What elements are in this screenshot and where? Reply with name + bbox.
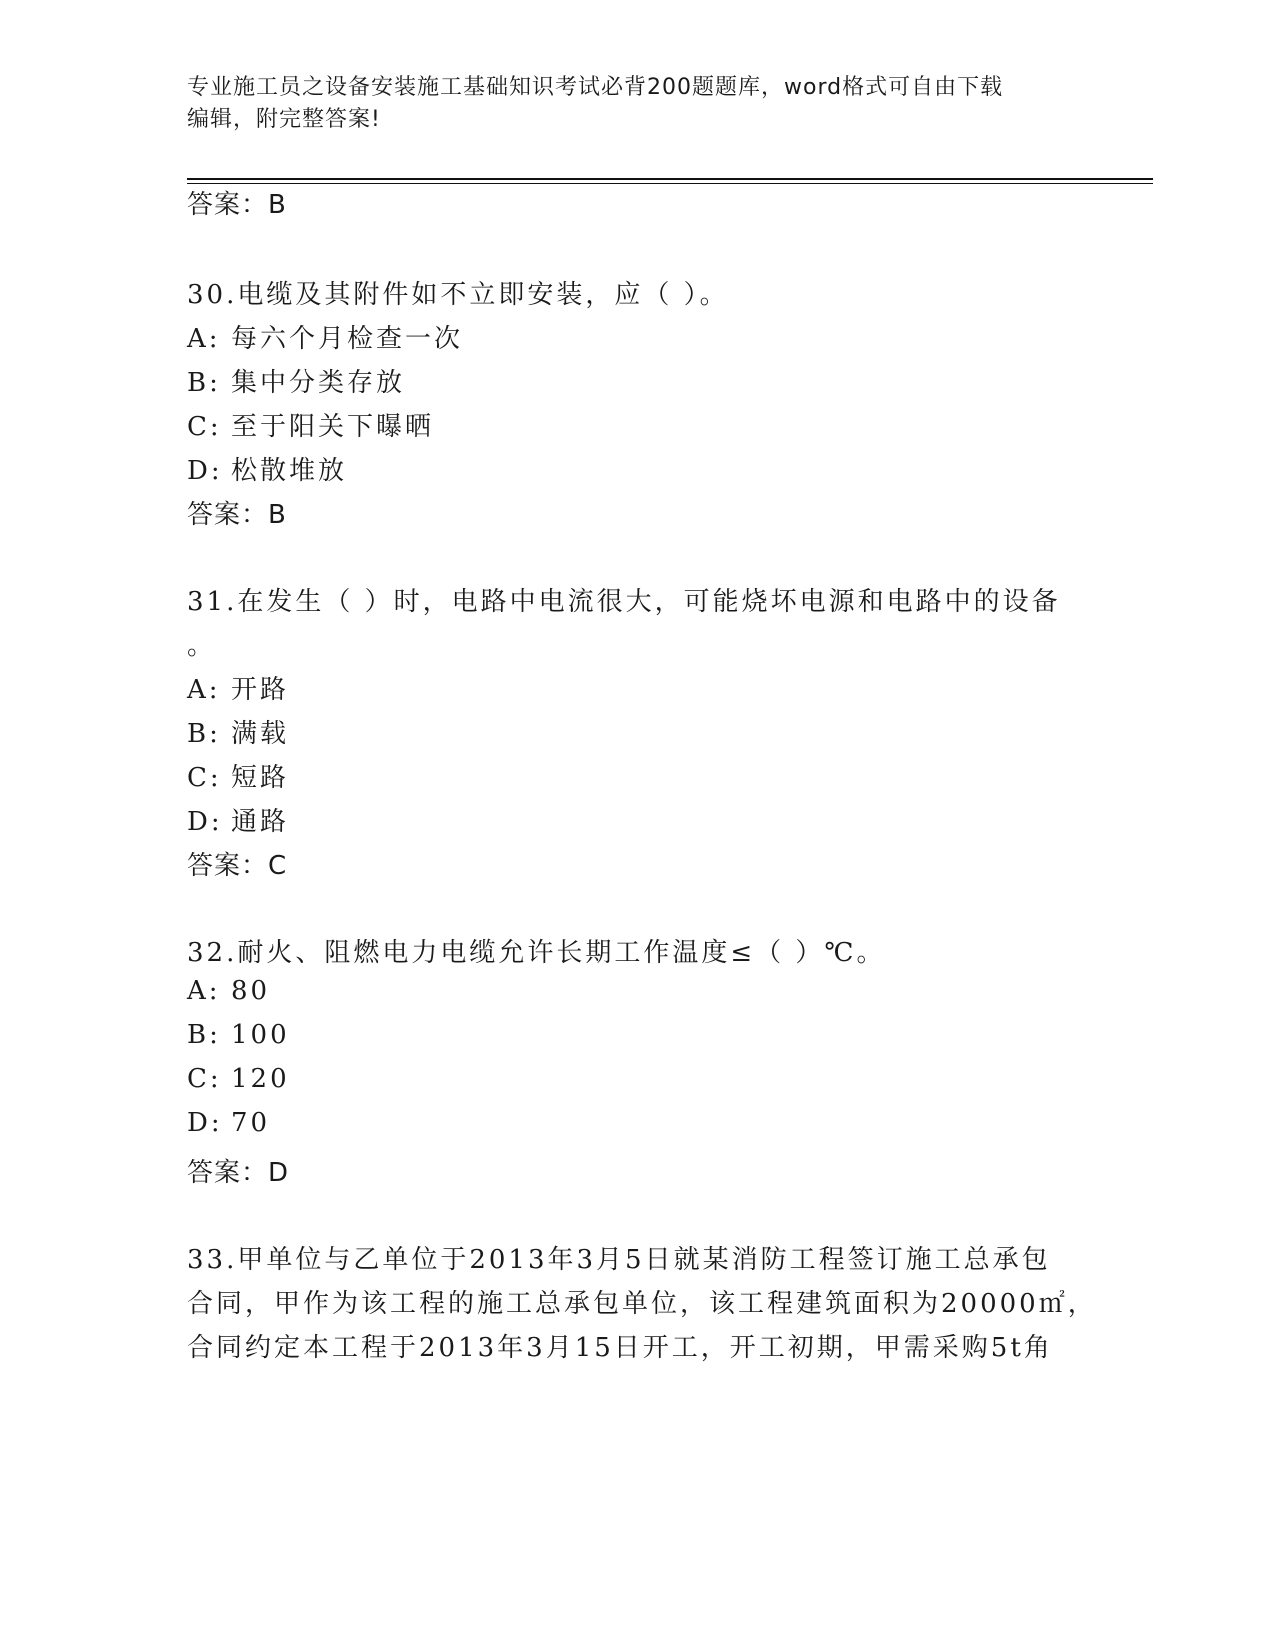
option-d	[187, 450, 347, 487]
header-divider-thin	[187, 183, 1153, 184]
question-stem-continued: 合同约定本工程于2013年3月15日开工，开工初期，甲需采购5t角	[187, 1333, 1053, 1363]
question-stem: 30.电缆及其附件如不立即安装，应（ ）。	[187, 280, 729, 310]
option-text: 至于阳关下曝晒	[231, 412, 435, 442]
option-letter: B:	[187, 719, 221, 749]
answer: 答案：B	[187, 500, 287, 530]
option-letter: D:	[187, 456, 223, 486]
option-c	[187, 1064, 290, 1094]
question-stem: 33.甲单位与乙单位于2013年3月5日就某消防工程签订施工总承包	[187, 1245, 1051, 1275]
previous-answer: 答案：B	[187, 190, 287, 220]
question-stem-continued: 合同，甲作为该工程的施工总承包单位，该工程建筑面积为20000㎡，	[187, 1289, 1097, 1319]
header-line-1: 专业施工员之设备安装施工基础知识考试必背200题题库，word格式可自由下载	[187, 75, 1004, 100]
option-letter: C:	[187, 412, 222, 442]
option-letter: A:	[187, 675, 221, 705]
option-text: 通路	[231, 807, 290, 837]
option-letter: D:	[187, 807, 223, 837]
option-letter: C:	[187, 1064, 222, 1094]
option-text: 短路	[231, 763, 290, 793]
option-c	[187, 406, 434, 443]
option-text: 满载	[231, 719, 290, 749]
option-b	[187, 362, 405, 399]
option-d	[187, 1108, 270, 1138]
header-line-2: 编辑，附完整答案!	[187, 107, 381, 132]
option-text: 70	[231, 1108, 271, 1138]
answer: 答案：C	[187, 851, 288, 881]
option-c	[187, 757, 289, 794]
option-letter: A:	[187, 976, 221, 1006]
option-text: 开路	[231, 675, 290, 705]
option-letter: C:	[187, 763, 222, 793]
option-letter: B:	[187, 1020, 221, 1050]
header-divider-thick	[187, 178, 1153, 180]
option-letter: A:	[187, 324, 221, 354]
option-d	[187, 801, 289, 838]
question-stem: 31.在发生（ ）时，电路中电流很大，可能烧坏电源和电路中的设备	[187, 587, 1061, 617]
option-text: 80	[231, 976, 271, 1006]
option-text: 松散堆放	[231, 456, 348, 486]
question-stem-continued: 。	[187, 631, 217, 661]
option-b	[187, 1020, 290, 1050]
option-a	[187, 669, 289, 706]
answer: 答案：D	[187, 1158, 290, 1188]
option-text: 100	[231, 1020, 290, 1050]
option-letter: B:	[187, 368, 221, 398]
question-stem: 32.耐火、阻燃电力电缆允许长期工作温度≤（ ）℃。	[187, 938, 886, 968]
option-text: 每六个月检查一次	[231, 324, 464, 354]
option-b	[187, 713, 289, 750]
option-letter: D:	[187, 1108, 223, 1138]
document-header	[187, 72, 1067, 136]
option-a	[187, 318, 463, 355]
option-text: 120	[231, 1064, 290, 1094]
option-text: 集中分类存放	[231, 368, 406, 398]
option-a	[187, 976, 270, 1006]
